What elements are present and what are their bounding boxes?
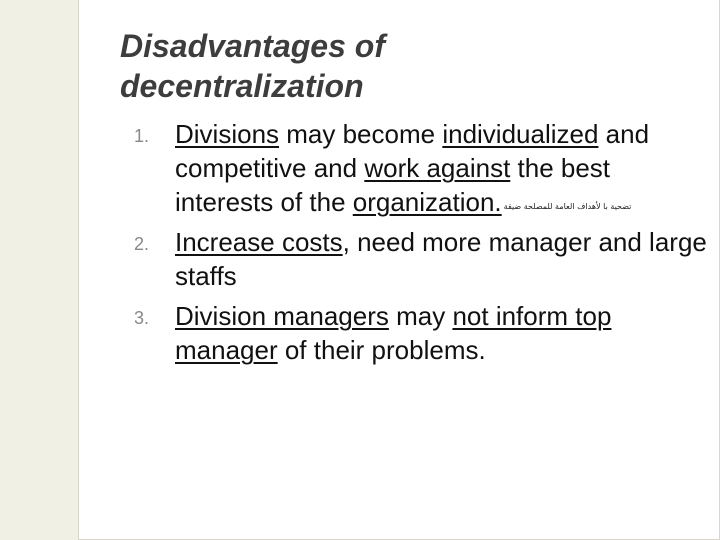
item-text xyxy=(175,117,715,224)
item-text xyxy=(175,225,715,293)
item-number: 2. xyxy=(134,234,150,254)
item-segment: Increase costs xyxy=(175,227,343,257)
item-number: 3. xyxy=(134,308,150,328)
item-segment: of their problems. xyxy=(277,335,486,365)
item-segment: and competitive and xyxy=(175,119,650,183)
item-segment: the best interests of the xyxy=(175,153,611,217)
item-segment: Division managers xyxy=(175,301,389,331)
item-segment: individualized xyxy=(442,119,599,149)
item-number: 1. xyxy=(134,126,150,146)
item-text xyxy=(175,299,715,367)
item-segment: , need more manager and large staffs xyxy=(175,227,707,291)
item-segment: organization. xyxy=(352,187,502,217)
item-segment: may xyxy=(388,301,453,331)
item-segment: work against xyxy=(364,153,511,183)
item-segment: Divisions xyxy=(175,119,280,149)
slide-title xyxy=(120,26,640,106)
title-line-1: Disadvantages of xyxy=(120,28,385,64)
slide-side-band xyxy=(0,0,79,540)
title-line-2: decentralization xyxy=(120,68,364,104)
item-segment: not inform top manager xyxy=(175,301,612,365)
arabic-annotation: تضحية با لأهداف العامة للمصلحة ضيقة xyxy=(503,202,632,211)
item-segment: may become xyxy=(279,119,443,149)
